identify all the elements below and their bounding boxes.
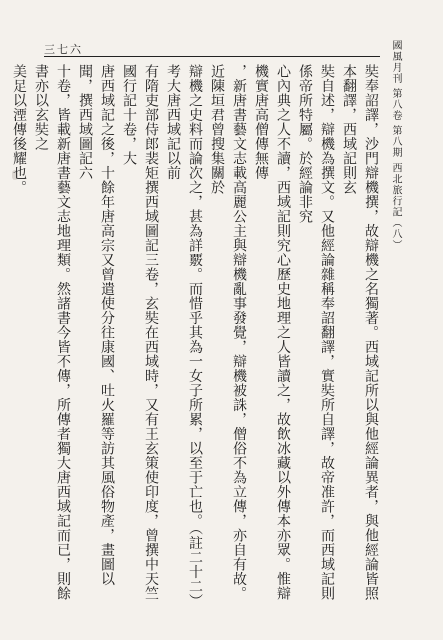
text-column: 有隋吏部侍郎裴矩撰西域圖記三卷，玄奘在西域時，又有王玄策使印度，曾撰中天竺國行記十卷，大 (121, 64, 159, 601)
text-column: 心內典之人不讀，西域記則究心歷史地理之人皆讀之，故飲冰藏以外傳本亦眾。惟辯機實唐高僧傳無傳 (253, 64, 291, 601)
text-column: 十卷，皆載新唐書藝文志地理類。然諸書今皆不傳，所傳者獨大唐西域記而已，則餘書亦以玄奘之 (33, 64, 71, 601)
page-number: 三七六 (44, 43, 83, 56)
text-column: 奘奉詔譯，沙門辯機撰，故辯機之名獨著。西域記所以與他經論異者，與他經論皆照本翻譯，西域記則玄 (341, 64, 379, 601)
body-text (11, 64, 382, 609)
text-column: 奘自述，辯機為撰文。又他經論雜稱奉詔翻譯，實奘所自譯，故帝准許，而西域記則係帝所特屬。於經論非究 (297, 64, 335, 601)
text-column: 美足以湮傳後耀也。 (11, 64, 27, 195)
text-column: 辯機之史料而論次之，甚為詳覈。而惜乎其為一女子所累，以至于亡也。（註二十二）考大唐西域記以前 (165, 64, 203, 608)
header-rule (44, 56, 380, 57)
text-column: 唐西域記之後，十餘年唐高宗又曾遣使分往康國、吐火羅等訪其風俗物產，畫圖以聞，撰西域圖記六 (77, 64, 115, 586)
running-header: 國風月刊 第八卷 第八期 西北旅行記（八） (390, 40, 401, 251)
text-column: ，新唐書藝文志載高麗公主與辯機亂事發覺，辯機被誅，僧俗不為立傳，亦自有故。近陳垣君曾搜集關於 (209, 64, 247, 601)
